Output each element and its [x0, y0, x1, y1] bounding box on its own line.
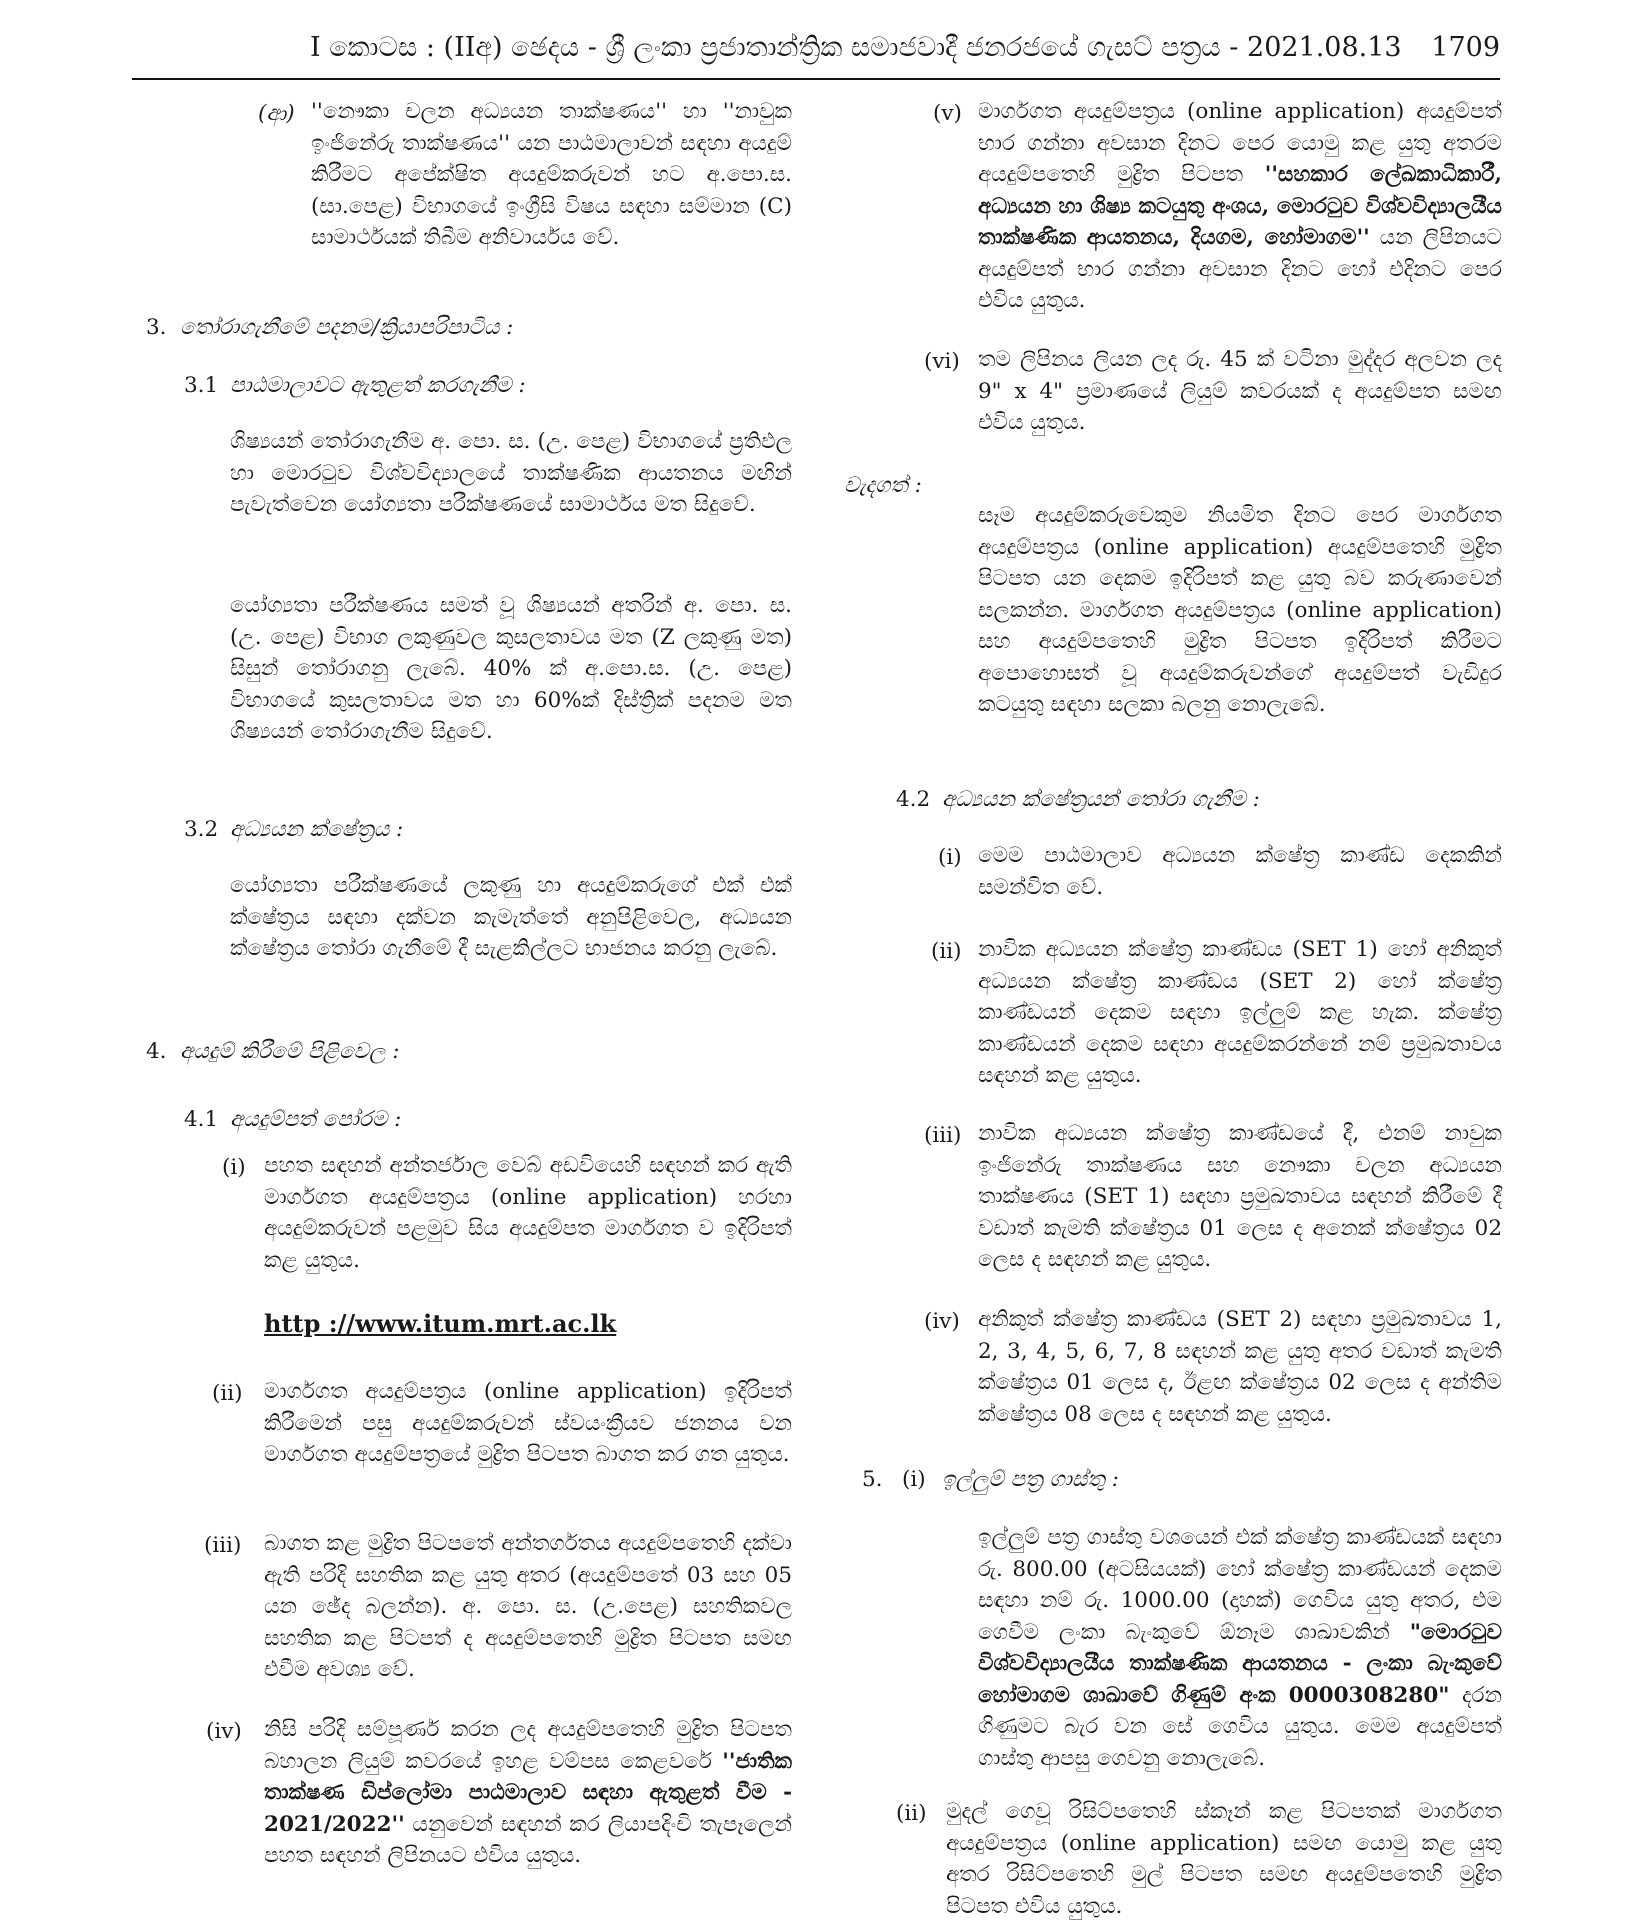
item-vi-marker: (vi) [924, 349, 960, 374]
item-ii-marker: (ii) [212, 1381, 243, 1406]
section-3-2-number: 3.2 [184, 817, 219, 842]
item-iii-marker: (iii) [204, 1533, 242, 1558]
section-5-heading: ඉල්ලුම් පත්‍ර ගාස්තු : [942, 1467, 1119, 1492]
section-3-2-heading: අධ්‍යයන ක්ෂේත්‍රය : [230, 817, 404, 842]
section-3-1-heading: පාඨමාලාවට ඇතුළත් කරගැනීම : [230, 373, 526, 398]
section-4-2-number: 4.2 [896, 787, 931, 812]
r-item-i-text: මෙම පාඨමාලාව අධ්‍යයන ක්ෂේත්‍ර කාණ්ඩ දෙකකින් සමන්විත වේ. [978, 843, 1502, 900]
r-item-iv-text: අනිකුත් ක්ෂේත්‍ර කාණ්ඩය (SET 2) සඳහා ප්‍රමුඛතාවය 1, 2, 3, 4, 5, 6, 7, 8 සඳහන් කළ යුතු අතර වඩාත් කැමති ක්ෂේත්‍රය 01 ලෙස ද, ඊළඟ ක්ෂේත්‍රය 02 ලෙස ද අන්තිම ක්ෂේත්‍රය 08 ලෙස ද සඳහන් කළ යුතුය. [978, 1307, 1502, 1427]
note-text: සෑම අයදුම්කරුවෙකුම නියමිත දිනට පෙර මාර්ගගත අයදුම්පත්‍රය (online application) අයදුම්පතෙහි මුද්‍රිත පිටපත යන දෙකම ඉදිරිපත් කළ යුතු බව කරුණාවෙන් සලකන්න. මාර්ගගත අයදුම්පත්‍රය (online application) සහ අයදුම්පතෙහි මුද්‍රිත පිටපත ඉදිරිපත් කිරීමට අපොහොසත් වූ අයදුම්කරුවන්ගේ අයදුම්පත් වැඩිදුර කටයුතු සඳහා සලකා බලනු නොලැබේ. [978, 503, 1502, 717]
section-4-2-heading: අධ්‍යයන ක්ෂේත්‍රයන් තෝරා ගැනීම : [942, 787, 1260, 812]
r-item-ii-text: නාවික අධ්‍යයන ක්ෂේත්‍ර කාණ්ඩය (SET 1) හෝ අනිකුත් අධ්‍යයන ක්ෂේත්‍ර කාණ්ඩය (SET 2) හෝ ක්ෂේත්‍ර කාණ්ඩයන් දෙකම සඳහා ඉල්ලුම් කළ හැක. ක්ෂේත්‍ර කාණ්ඩයන් දෙකම සඳහා අයදුම්කරන්නේ නම් ප්‍රමුඛතාවය සඳහන් කළ යුතුය. [978, 937, 1502, 1088]
item-v-marker: (v) [933, 101, 962, 126]
r-item-iii-marker: (iii) [924, 1123, 962, 1148]
section-5-bank-account: "මොරටුව විශ්වවිද්‍යාලයීය තාක්ෂණික ආයතනය - ලංකා බැංකුවේ හෝමාගම ශාඛාවේ ගිණුම් අංක 0000308280" [978, 1619, 1502, 1708]
item-a-text: ''නෞකා චලන අධ්‍යයන තාක්ෂණය'' හා ''නාවුක ඉංජිනේරු තාක්ෂණය'' යන පාඨමාලාවන් සඳහා අයදුම් කිරීමට අපේක්ෂිත අයදුම්කරුවන් හට අ.පො.ස. (සා.පෙළ) විභාගයේ ඉංග්‍රීසි විෂය සඳහා සම්මාන (C) සාමාර්ථයක් තිබීම අනිවාර්යය වේ. [311, 99, 792, 250]
r-item-iii-text: නාවික අධ්‍යයන ක්ෂේත්‍ර කාණ්ඩයේ දී, එනම් නාවුක ඉංජිනේරු තාක්ෂණය සහ නෞකා චලන අධ්‍යයන තාක්ෂණය (SET 1) සඳහා ප්‍රමුඛතාවය සඳහන් කිරීමේ දී වඩාත් කැමති ක්ෂේත්‍රය 01 ලෙස ද අනෙක් ක්ෂේත්‍රය 02 ලෙස ද සඳහන් කළ යුතුය. [978, 1121, 1502, 1272]
note-label: වැදගත් : [844, 473, 922, 498]
item-vi-text: තම ලිපිනය ලියන ලද රු. 45 ක් වටිනා මුද්දර අලවන ලද 9" x 4" ප්‍රමාණයේ ලියුම් කවරයක් ද අයදුම්පත සමඟ එවිය යුතුය. [978, 347, 1502, 435]
item-iv-bold-text: ''ජාතික තාක්ෂණ ඩිප්ලෝමා පාඨමාලාව සඳහා ඇතුළත් වීම - 2021/2022'' [264, 1748, 792, 1837]
item-iv-text: නිසි පරිදි සම්පූර්ණ කරන ලද අයදුම්පතෙහි මුද්‍රිත පිටපත බහාලන ලියුම් කවරයේ ඉහළ වම්පස කෙළවරේ ''ජාතික තාක්ෂණ ඩිප්ලෝමා පාඨමාලාව සඳහා ඇතුළත් වීම - 2021/2022'' යනුවෙන් සඳහන් කර ලියාපදිංචි තැපෑලෙන් පහත සඳහන් ලිපිනයට එවිය යුතුය. [264, 1717, 792, 1868]
section-4-1-heading: අයදුම්පත් පෝරම : [230, 1107, 402, 1132]
section-3-2-paragraph: යෝග්‍යතා පරීක්ෂණයේ ලකුණු හා අයදුම්කරුගේ එක් එක් ක්ෂේත්‍රය සඳහා දක්වන කැමැත්තේ අනුපිළිවෙල, අධ්‍යයන ක්ෂේත්‍රය තෝරා ගැනීමේ දී සැළකිල්ලට භාජනය කරනු ලැබේ. [230, 873, 792, 961]
section-3-heading: තෝරාගැනීමේ පදනම/ක්‍රියාපරිපාටිය : [180, 315, 514, 340]
section-5-number: 5. [862, 1467, 883, 1492]
item-i-text: පහත සඳහන් අන්තර්ජාල වෙබ් අඩවියෙහි සඳහන් කර ඇති මාර්ගගත අයදුම්පත්‍රය (online application) හරහා අයදුම්කරුවන් පළමුව සිය අයදුම්පත මාර්ගගත ව ඉදිරිපත් කළ යුතුය. [264, 1153, 792, 1273]
r-item-ii-marker: (ii) [931, 939, 962, 964]
item-i-marker: (i) [222, 1155, 246, 1180]
website-url[interactable]: http ://www.itum.mrt.ac.lk [264, 1309, 617, 1338]
section-3-1-number: 3.1 [184, 373, 219, 398]
item-a-marker: (ආ) [258, 101, 295, 126]
r-item-iv-marker: (iv) [924, 1309, 960, 1334]
gazette-header [132, 24, 1500, 80]
section-5-ii-marker: (ii) [896, 1801, 927, 1826]
section-4-number: 4. [146, 1039, 167, 1064]
item-v-address: ''සහකාර ලේඛකාධිකාරී, අධ්‍යයන හා ශිෂ්‍ය කටයුතු අංශය, මොරටුව විශ්වවිද්‍යාලයීය තාක්ෂණික ආයතනය, දියගම, හෝමාගම'' [978, 162, 1503, 250]
section-4-heading: අයදුම් කිරීමේ පිළිවෙල : [180, 1039, 400, 1064]
section-3-1-paragraph-2: යෝග්‍යතා පරීක්ෂණය සමත් වූ ශිෂ්‍යයන් අතරින් අ. පො. ස. (උ. පෙළ) විභාග ලකුණුවල කුසලතාවය මත (Z ලකුණු මත) සිසුන් තෝරාගනු ලැබේ. 40% ක් අ.පො.ස. (උ. පෙළ) විභාගයේ කුසලතාවය මත හා 60%ක් දිස්ත්‍රික් පදනම මත ශිෂ්‍යයන් තෝරාගැනීම සිදුවේ. [230, 593, 792, 744]
section-3-number: 3. [146, 315, 167, 340]
page-number: 1709 [1431, 32, 1500, 63]
item-iv-marker: (iv) [206, 1719, 242, 1744]
section-5-ii-text: මුදල් ගෙවූ රිසිට්පතෙහි ස්කෑන් කළ පිටපතක් මාර්ගගත අයදුම්පත්‍රය (online application) සමඟ යොමු කළ යුතු අතර රිසිට්පතෙහි මුල් පිටපත සමඟ අයදුම්පතෙහි මුද්‍රිත පිටපත එවිය යුතුය. [946, 1799, 1502, 1919]
section-3-1-paragraph-1: ශිෂ්‍යයන් තෝරාගැනීම අ. පො. ස. (උ. පෙළ) විභාගයේ ප්‍රතිඵල හා මොරටුව විශ්වවිද්‍යාලයේ තාක්ෂණික ආයතනය මඟින් පැවැත්වෙන යෝග්‍යතා පරීක්ෂණයේ සාමාර්ථය මත සිදුවේ. [230, 429, 792, 517]
section-5-paragraph: ඉල්ලුම් පත්‍ර ගාස්තු වශයෙන් එක් ක්ෂේත්‍ර කාණ්ඩයක් සඳහා රු. 800.00 (අටසියයක්) හෝ ක්ෂේත්‍ර කාණ්ඩයන් දෙකම සඳහා නම් රු. 1000.00 (දාහක්) ගෙවිය යුතු අතර, එම ගෙවීම ලංකා බැංකුවේ ඕනෑම ශාඛාවකින් "මොරටුව විශ්වවිද්‍යාලයීය තාක්ෂණික ආයතනය - ලංකා බැංකුවේ හෝමාගම ශාඛාවේ ගිණුම් අංක 0000308280" දරන ගිණුමට බැර වන සේ ගෙවිය යුතුය. මෙම අයදුම්පත් ගාස්තු ආපසු ගෙවනු නොලැබේ. [978, 1525, 1502, 1771]
item-iii-text: බාගත කළ මුද්‍රිත පිටපතේ අන්තර්ගතය අයදුම්පතෙහි දක්වා ඇති පරිදි සහතික කළ යුතු අතර (අයදුම්පතේ 03 සහ 05 යන ඡේද බලන්න). අ. පො. ස. (උ.පෙළ) සහතිකවල සහතික කළ පිටපත් ද අයදුම්පතෙහි මුද්‍රිත පිටපත සමඟ එවීම අවශ්‍ය වේ. [264, 1531, 792, 1682]
r-item-i-marker: (i) [938, 845, 962, 870]
section-5-i-marker: (i) [902, 1467, 926, 1492]
section-4-1-number: 4.1 [184, 1107, 219, 1132]
item-v-text: මාර්ගගත අයදුම්පත්‍රය (online application) අයදුම්පත් භාර ගන්නා අවසාන දිනට පෙර යොමු කළ යුතු අතරම අයදුම්පතෙහි මුද්‍රිත පිටපත ''සහකාර ලේඛකාධිකාරී, අධ්‍යයන හා ශිෂ්‍ය කටයුතු අංශය, මොරටුව විශ්වවිද්‍යාලයීය තාක්ෂණික ආයතනය, දියගම, හෝමාගම'' යන ලිපිනයට අයදුම්පත් භාර ගන්නා අවසාන දිනට හෝ එදිනට පෙර එවිය යුතුය. [978, 99, 1503, 313]
header-title: I කොටස : (IIඅ) ඡෙදය - ශ්‍රී ලංකා ප්‍රජාතාන්ත්‍රික සමාජවාදී ජනරජයේ ගැසට් පත්‍රය - 2021.08.13 [310, 32, 1402, 63]
item-ii-text: මාර්ගගත අයදුම්පත්‍රය (online application) ඉදිරිපත් කිරීමෙන් පසු අයදුම්කරුවන් ස්වයංක්‍රීයව ජනනය වන මාර්ගගත අයදුම්පත්‍රයේ මුද්‍රිත පිටපත බාගත කර ගත යුතුය. [264, 1379, 792, 1467]
